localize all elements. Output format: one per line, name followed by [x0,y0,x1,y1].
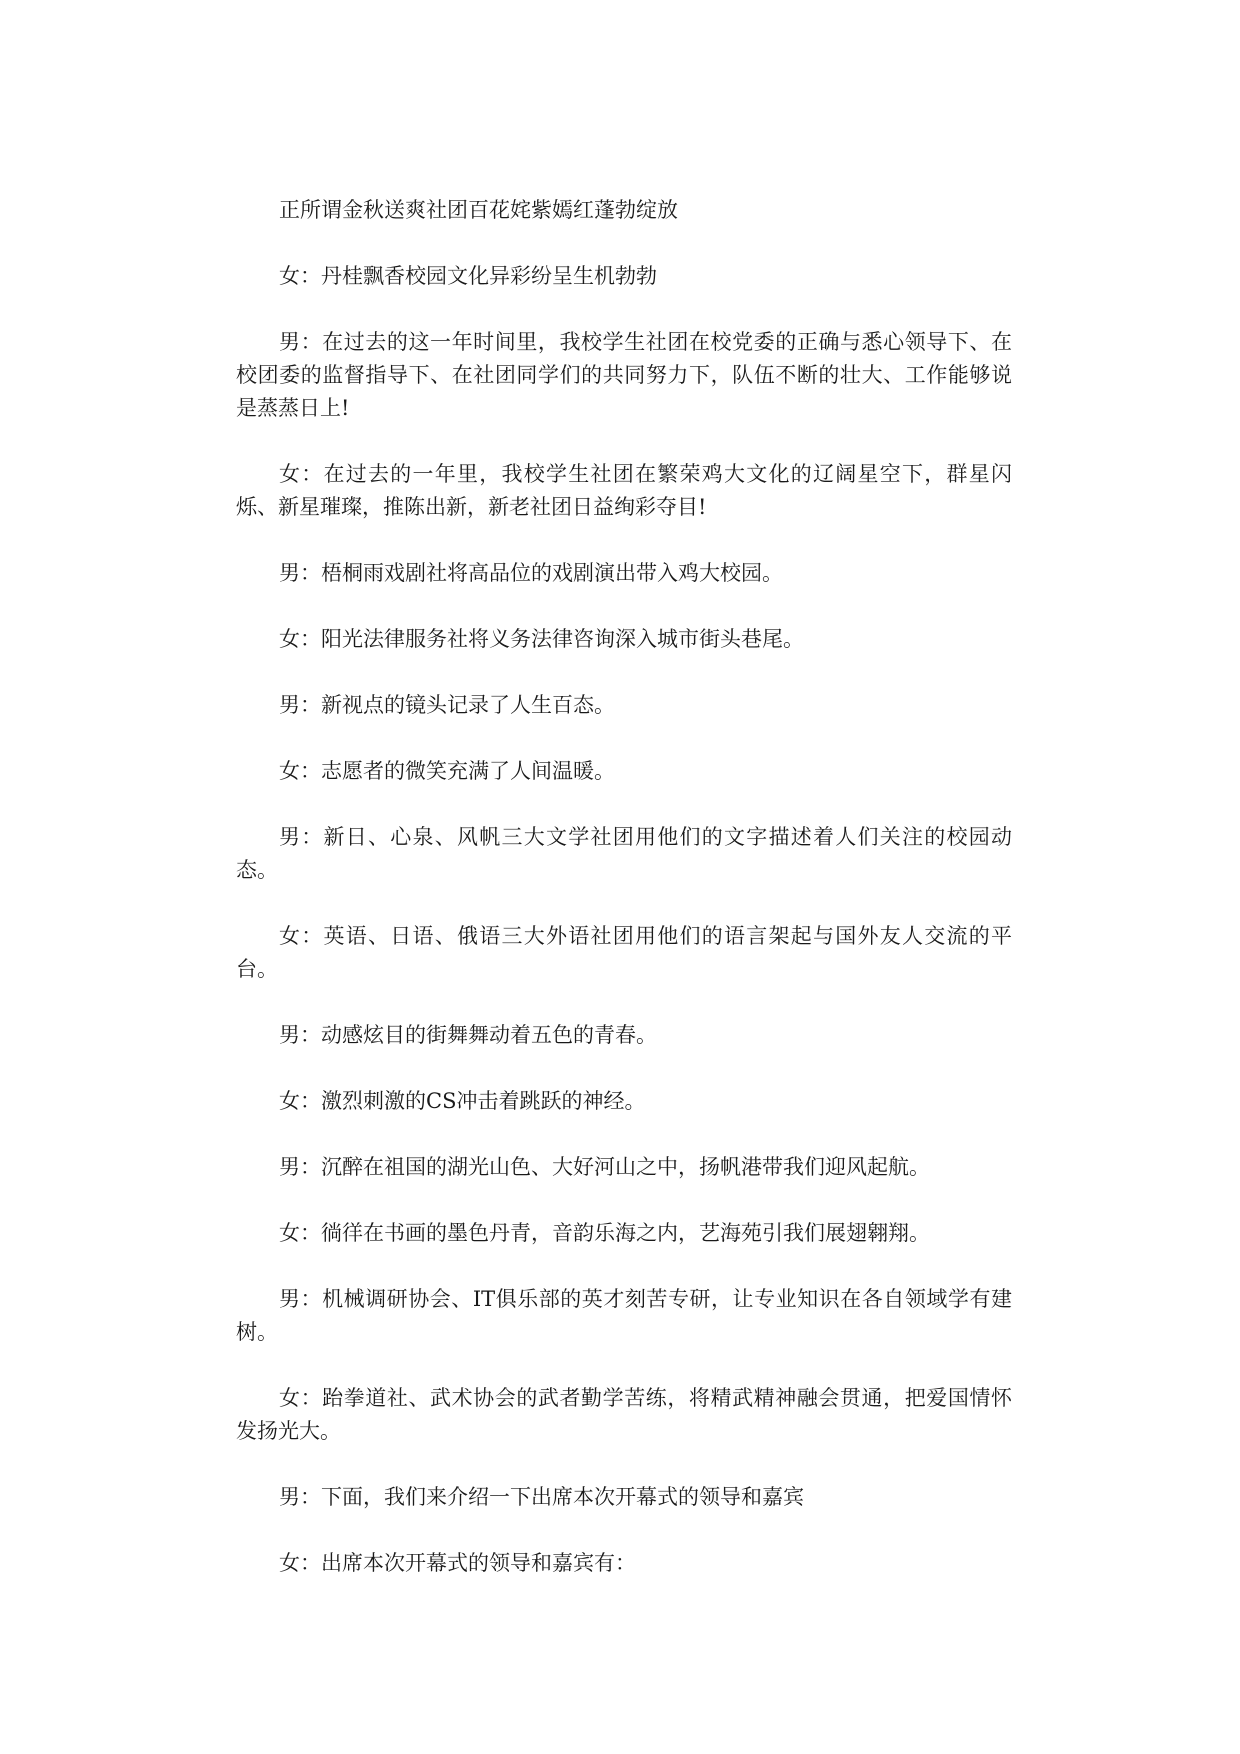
paragraph: 女：丹桂飘香校园文化异彩纷呈生机勃勃 [279,264,657,288]
paragraph: 男：动感炫目的街舞舞动着五色的青春。 [279,1023,657,1047]
paragraph: 男：新视点的镜头记录了人生百态。 [279,693,615,717]
paragraph: 女：出席本次开幕式的领导和嘉宾有： [279,1551,636,1575]
paragraph: 女：阳光法律服务社将义务法律咨询深入城市街头巷尾。 [279,627,804,651]
document-body [236,194,1012,1613]
paragraph: 女：激烈刺激的CS冲击着跳跃的神经。 [279,1089,646,1113]
paragraph: 女：跆拳道社、武术协会的武者勤学苦练，将精武精神融会贯通，把爱国情怀发扬光大。 [236,1386,1012,1443]
paragraph: 男：下面，我们来介绍一下出席本次开幕式的领导和嘉宾 [279,1485,804,1509]
paragraph: 女：英语、日语、俄语三大外语社团用他们的语言架起与国外友人交流的平台。 [236,924,1012,981]
paragraph: 男：机械调研协会、IT俱乐部的英才刻苦专研，让专业知识在各自领域学有建树。 [236,1287,1012,1344]
paragraph: 男：梧桐雨戏剧社将高品位的戏剧演出带入鸡大校园。 [279,561,783,585]
paragraph: 男：在过去的这一年时间里，我校学生社团在校党委的正确与悉心领导下、在校团委的监督指导下、在社团同学们的共同努力下，队伍不断的壮大、工作能够说是蒸蒸日上! [236,330,1012,420]
paragraph: 男：新日、心泉、风帆三大文学社团用他们的文字描述着人们关注的校园动态。 [236,825,1012,882]
paragraph: 正所谓金秋送爽社团百花姹紫嫣红蓬勃绽放 [279,198,678,222]
paragraph: 女：徜徉在书画的墨色丹青，音韵乐海之内，艺海苑引我们展翅翱翔。 [279,1221,930,1245]
paragraph: 女：志愿者的微笑充满了人间温暖。 [279,759,615,783]
paragraph: 女：在过去的一年里，我校学生社团在繁荣鸡大文化的辽阔星空下，群星闪烁、新星璀璨，推陈出新，新老社团日益绚彩夺目! [236,462,1012,519]
paragraph: 男：沉醉在祖国的湖光山色、大好河山之中，扬帆港带我们迎风起航。 [279,1155,930,1179]
